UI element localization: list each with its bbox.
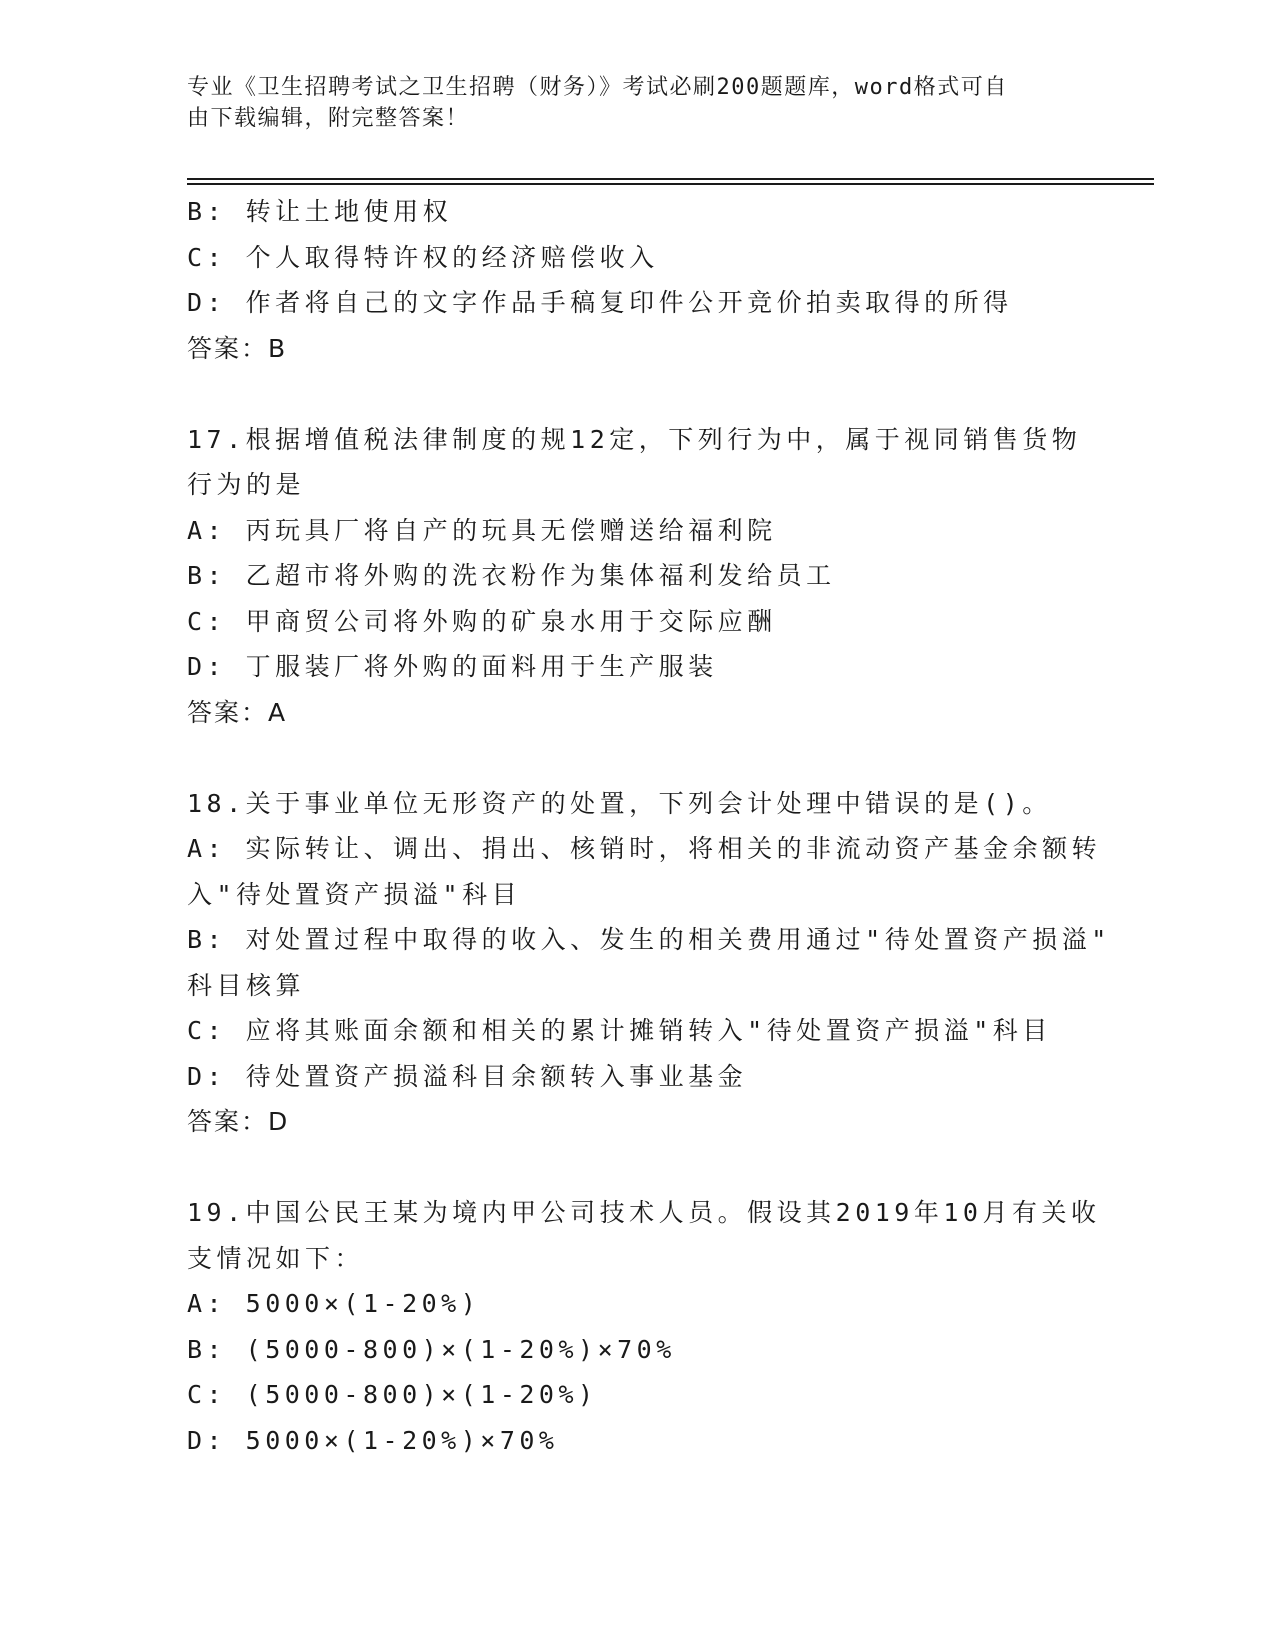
option-c: C: (5000-800)×(1-20%)	[187, 1380, 598, 1409]
header-line-2: 由下载编辑，附完整答案！	[187, 106, 470, 131]
question-stem-line: 19.中国公民王某为境内甲公司技术人员。假设其2019年10月有关收	[187, 1198, 1101, 1227]
option-d: D: 5000×(1-20%)×70%	[187, 1425, 559, 1455]
question-19	[187, 1190, 1101, 1463]
spacer	[187, 371, 1087, 417]
option-d: D: 丁服装厂将外购的面料用于生产服装	[187, 652, 718, 681]
option-a: A: 5000×(1-20%)	[187, 1289, 481, 1318]
option-b-continued: 科目核算	[187, 970, 306, 1000]
option-d: D: 作者将自己的文字作品手稿复印件公开竞价拍卖取得的所得	[187, 288, 1013, 317]
question-stem-line: 行为的是	[187, 470, 306, 499]
option-a-continued: 入"待处置资产损溢"科目	[187, 879, 522, 909]
answer-line: 答案：B	[187, 333, 288, 363]
option-b: B: (5000-800)×(1-20%)×70%	[187, 1334, 676, 1364]
option-a: A: 丙玩具厂将自产的玩具无偿赠送给福利院	[187, 515, 777, 545]
option-a: A: 实际转让、调出、捐出、核销时，将相关的非流动资产基金余额转	[187, 834, 1102, 863]
header-line-1: 专业《卫生招聘考试之卫生招聘（财务）》考试必刷200题题库，word格式可自	[187, 75, 1008, 100]
option-c: C: 应将其账面余额和相关的累计摊销转入"待处置资产损溢"科目	[187, 1016, 1052, 1045]
question-content	[187, 189, 1111, 1463]
question-stem-line: 17.根据增值税法律制度的规12定，下列行为中，属于视同销售货物	[187, 424, 1082, 454]
option-b: B: 转让土地使用权	[187, 197, 453, 226]
spacer	[187, 1145, 1087, 1191]
question-18	[187, 781, 1111, 1145]
header-divider-top	[187, 178, 1154, 180]
answer-line: 答案：D	[187, 1107, 290, 1136]
option-b: B: 乙超市将外购的洗衣粉作为集体福利发给员工	[187, 561, 836, 590]
option-c: C: 甲商贸公司将外购的矿泉水用于交际应酬	[187, 606, 777, 636]
option-c: C: 个人取得特许权的经济赔偿收入	[187, 242, 659, 272]
question-stem-line: 支情况如下：	[187, 1243, 365, 1273]
spacer	[187, 735, 1087, 781]
question-stem-line: 18.关于事业单位无形资产的处置，下列会计处理中错误的是()。	[187, 788, 1052, 818]
question-16-continuation	[187, 189, 1087, 371]
option-d: D: 待处置资产损溢科目余额转入事业基金	[187, 1061, 748, 1091]
header-divider-bottom	[187, 183, 1154, 185]
document-header	[187, 72, 1067, 134]
answer-line: 答案：A	[187, 697, 288, 727]
question-17	[187, 417, 1087, 736]
option-b: B: 对处置过程中取得的收入、发生的相关费用通过"待处置资产损溢"	[187, 925, 1111, 954]
